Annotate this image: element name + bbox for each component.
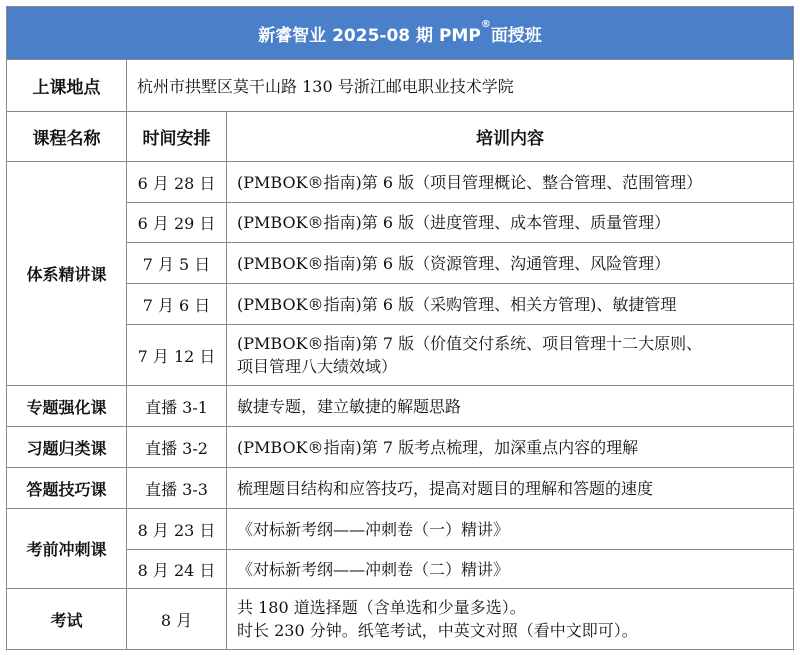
table-row (7, 427, 794, 468)
header-content: 培训内容 (227, 112, 794, 162)
table-row (7, 162, 794, 203)
course-topic: 专题强化课 (7, 386, 127, 427)
content-cell: 梳理题目结构和应答技巧，提高对题目的理解和答题的速度 (227, 468, 794, 509)
course-exam: 考试 (7, 589, 127, 650)
title-text: 新睿智业 2025-08 期 PMP (258, 25, 481, 46)
table-row (7, 589, 794, 650)
content-cell: (PMBOK®指南)第 6 版（进度管理、成本管理、质量管理） (227, 203, 794, 243)
time-cell: 7 月 5 日 (127, 243, 227, 284)
time-cell: 直播 3-2 (127, 427, 227, 468)
registered-mark: ® (480, 18, 491, 30)
exam-line-2: 时长 230 分钟。纸笔考试，中英文对照（看中文即可）。 (237, 621, 638, 640)
content-cell: (PMBOK®指南)第 7 版考点梳理，加深重点内容的理解 (227, 427, 794, 468)
time-cell: 7 月 6 日 (127, 284, 227, 325)
time-cell: 6 月 28 日 (127, 162, 227, 203)
content-line-2: 项目管理八大绩效域） (237, 357, 398, 376)
header-time: 时间安排 (127, 112, 227, 162)
course-exercise: 习题归类课 (7, 427, 127, 468)
location-value: 杭州市拱墅区莫干山路 130 号浙江邮电职业技术学院 (127, 60, 794, 112)
content-cell (227, 589, 794, 650)
header-course: 课程名称 (7, 112, 127, 162)
content-cell: (PMBOK®指南)第 6 版（项目管理概论、整合管理、范围管理） (227, 162, 794, 203)
location-row (7, 60, 794, 112)
time-cell: 8 月 23 日 (127, 509, 227, 550)
table-row (7, 509, 794, 550)
table-row (7, 468, 794, 509)
table-row (7, 386, 794, 427)
content-cell: (PMBOK®指南)第 6 版（资源管理、沟通管理、风险管理） (227, 243, 794, 284)
time-cell: 直播 3-1 (127, 386, 227, 427)
time-cell: 7 月 12 日 (127, 325, 227, 386)
table-title (7, 7, 794, 60)
time-cell: 直播 3-3 (127, 468, 227, 509)
content-cell (227, 325, 794, 386)
content-cell: 敏捷专题，建立敏捷的解题思路 (227, 386, 794, 427)
exam-line-1: 共 180 道选择题（含单选和少量多选）。 (237, 598, 526, 617)
course-system: 体系精讲课 (7, 162, 127, 386)
title-suffix: 面授班 (490, 25, 542, 46)
schedule-table (6, 6, 794, 650)
time-cell: 6 月 29 日 (127, 203, 227, 243)
content-cell: (PMBOK®指南)第 6 版（采购管理、相关方管理)、敏捷管理 (227, 284, 794, 325)
content-cell: 《对标新考纲——冲刺卷（二）精讲》 (227, 550, 794, 589)
content-line-1: (PMBOK®指南)第 7 版（价值交付系统、项目管理十二大原则、 (237, 334, 703, 353)
header-row (7, 112, 794, 162)
title-row (7, 7, 794, 60)
content-cell: 《对标新考纲——冲刺卷（一）精讲》 (227, 509, 794, 550)
time-cell: 8 月 (127, 589, 227, 650)
time-cell: 8 月 24 日 (127, 550, 227, 589)
course-skills: 答题技巧课 (7, 468, 127, 509)
course-sprint: 考前冲刺课 (7, 509, 127, 589)
location-label: 上课地点 (7, 60, 127, 112)
